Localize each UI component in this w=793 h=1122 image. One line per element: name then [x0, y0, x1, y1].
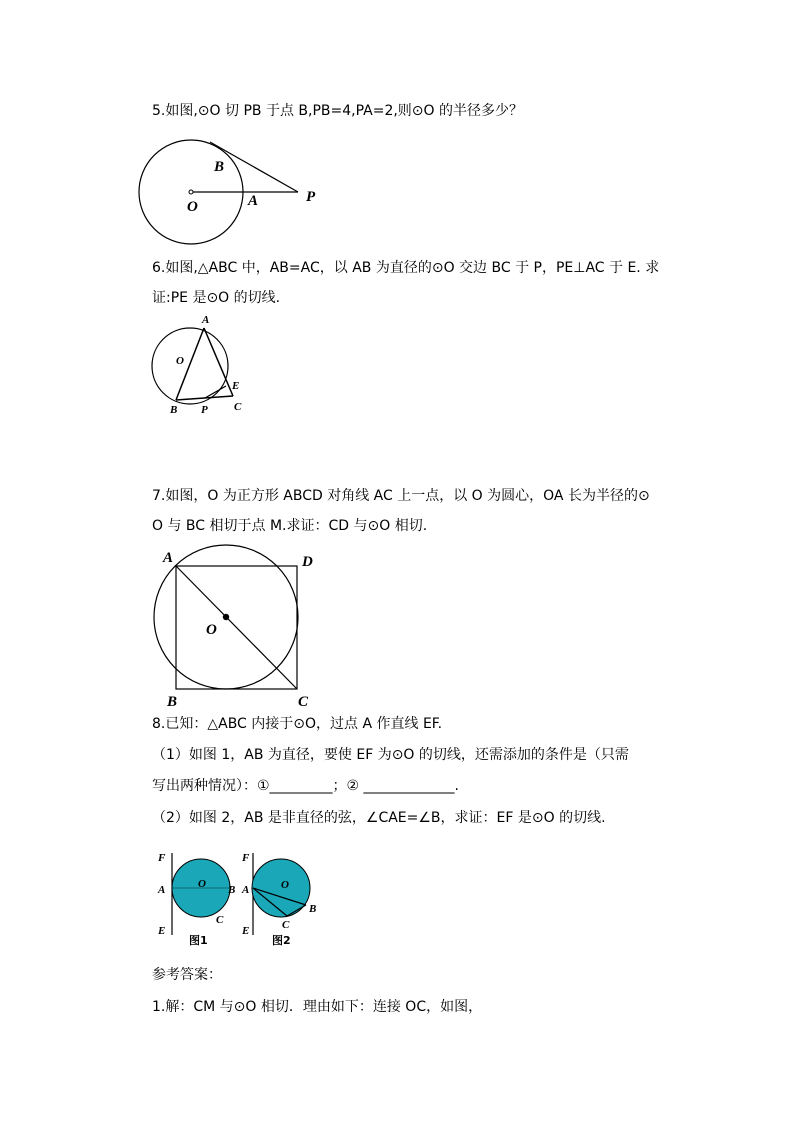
problem-7-line1: 7.如图，O 为正方形 ABCD 对角线 AC 上一点，以 O 为圆心，OA 长为半径的⊙: [152, 488, 650, 504]
problem-7-line2: O 与 BC 相切于点 M.求证：CD 与⊙O 相切.: [152, 518, 428, 534]
label-B: B: [167, 694, 178, 710]
label-P: P: [201, 404, 208, 416]
label-A: A: [158, 884, 166, 896]
label-A: A: [163, 550, 174, 566]
label-B: B: [309, 903, 317, 915]
label-F: F: [158, 852, 166, 864]
label-A: A: [202, 314, 210, 326]
label-B: B: [214, 159, 225, 175]
label-C: C: [234, 401, 242, 413]
label-B: B: [170, 404, 178, 416]
problem-8-figure-1: [150, 845, 245, 955]
figure-2-caption: 图2: [272, 934, 291, 947]
problem-5-text: 5.如图,⊙O 切 PB 于点 B,PB=4,PA=2,则⊙O 的半径多少？: [152, 103, 524, 119]
problem-7-figure: [140, 545, 340, 715]
label-E: E: [242, 925, 250, 937]
label-B: B: [228, 884, 236, 896]
problem-6-line1: 6.如图,△ABC 中，AB=AC，以 AB 为直径的⊙O 交边 BC 于 P，PE⊥AC 于 E. 求: [152, 260, 660, 276]
label-C: C: [216, 914, 224, 926]
problem-8-line1: 8.已知：△ABC 内接于⊙O，过点 A 作直线 EF.: [152, 716, 443, 732]
answer-1: 1.解：CM 与⊙O 相切．理由如下：连接 OC，如图，: [152, 999, 483, 1015]
label-O: O: [198, 878, 206, 890]
problem-8-line4: （2）如图 2，AB 是非直径的弦，∠CAE=∠B，求证：EF 是⊙O 的切线.: [152, 810, 606, 826]
problem-6-figure: [140, 310, 260, 420]
label-A: A: [242, 884, 250, 896]
label-A: A: [248, 193, 259, 209]
label-O: O: [206, 622, 217, 638]
label-O: O: [176, 355, 184, 367]
problem-8-line3: 写出两种情况）：①_________；② _____________.: [152, 778, 460, 794]
label-C: C: [298, 694, 309, 710]
label-E: E: [232, 380, 240, 392]
label-C: C: [282, 919, 290, 931]
problem-5-figure: [130, 132, 330, 242]
figure-1-caption: 图1: [189, 934, 208, 947]
problem-8-line2: （1）如图 1，AB 为直径，要使 EF 为⊙O 的切线，还需添加的条件是（只需: [152, 747, 629, 763]
label-P: P: [306, 189, 316, 205]
label-E: E: [158, 925, 166, 937]
label-O: O: [281, 879, 289, 891]
answers-heading: 参考答案：: [152, 967, 222, 983]
label-F: F: [242, 852, 250, 864]
problem-6-line2: 证:PE 是⊙O 的切线.: [152, 290, 281, 306]
problem-8-figure-2: [232, 845, 332, 955]
label-O: O: [187, 199, 198, 215]
label-D: D: [302, 554, 313, 570]
